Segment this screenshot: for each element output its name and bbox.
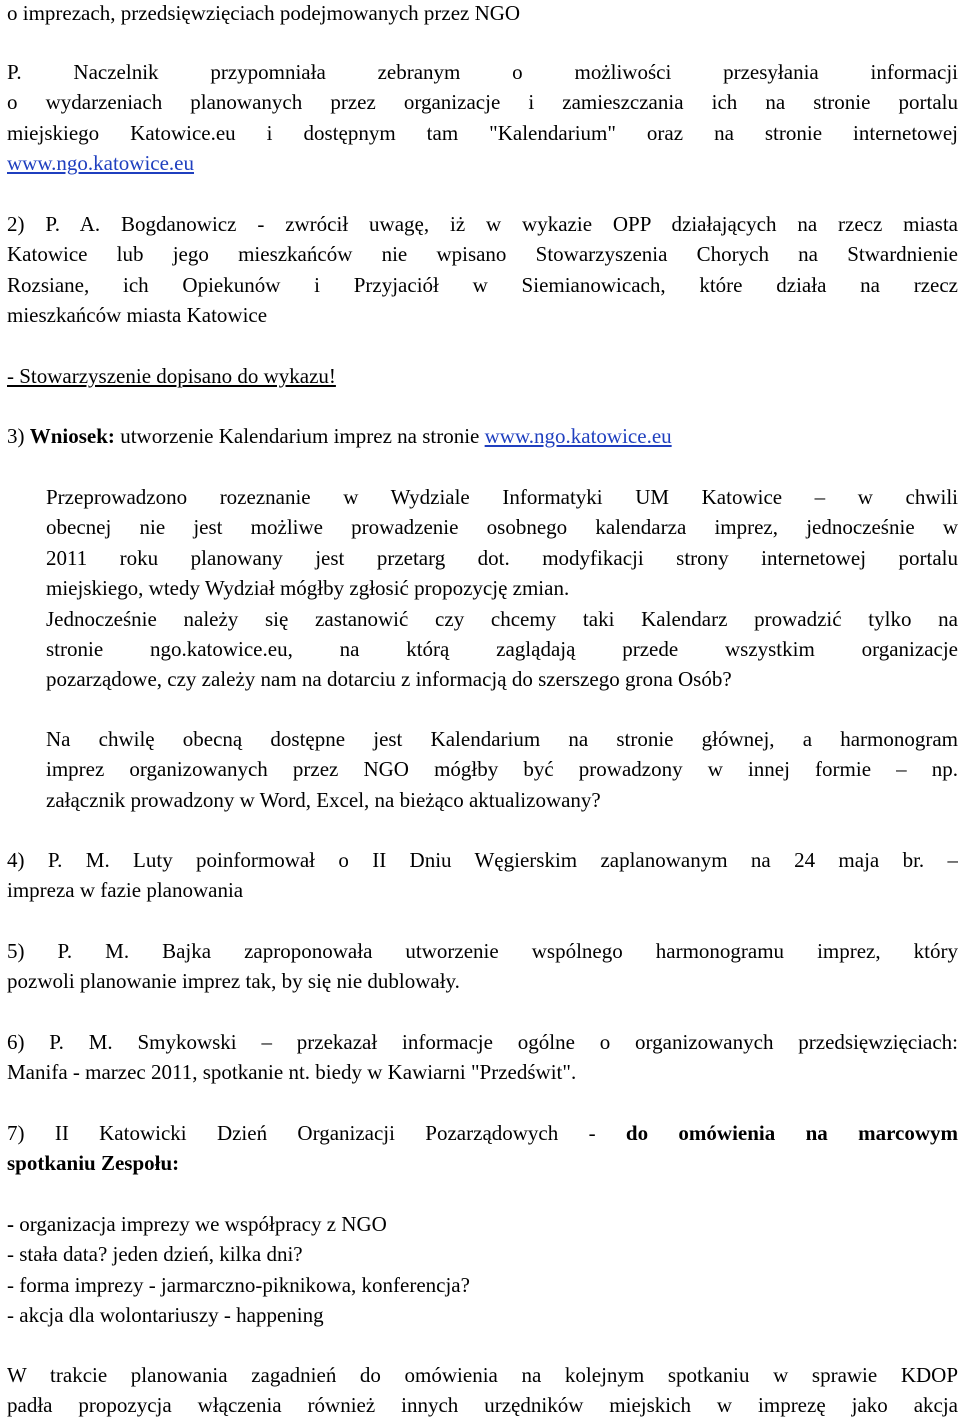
item-5-bajka: 5) P. M. Bajka zaproponowała utworzenie wspólnego harmonogramu imprez, który pozwoli planowanie imprez tak, by się nie dublowały. bbox=[7, 939, 958, 994]
item-number: 3) bbox=[7, 424, 30, 448]
paragraph-bogdanowicz: 2) P. A. Bogdanowicz - zwrócił uwagę, iż w wykazie OPP działających na rzecz miasta Katowice lub jego mieszkańców nie wpisano Stowarzyszenia Chorych na Stwardnienie Rozsiane, ich Opiekunów i Przyjaciół w Siemianowicach, które działa na rzecz mieszkańców miasta Katowice bbox=[7, 212, 958, 328]
paragraph-kdop: W trakcie planowania zagadnień do omówienia na kolejnym spotkaniu w sprawie KDOP padła propozycja włączenia również innych urzędników miejskich w imprezę jako akcja bbox=[7, 1363, 958, 1418]
item-3-wniosek: 3) Wniosek: utworzenie Kalendarium imprez na stronie www.ngo.katowice.eu bbox=[7, 424, 672, 448]
list-item: - stała data? jeden dzień, kilka dni? bbox=[7, 1242, 303, 1267]
paragraph-naczelnik: P. Naczelnik przypomniała zebranym o możliwości przesyłania informacji o wydarzeniach planowanych przez organizacje i zamieszczania ich na stronie portalu miejskiego Katowice.eu i dostępnym tam "Kalendarium" oraz na stronie internetowej www.ngo.katowice.eu bbox=[7, 60, 958, 176]
item-7-dzien-ngo: 7) II Katowicki Dzień Organizacji Pozarządowych - do omówienia na marcowym spotkaniu Zespołu: bbox=[7, 1121, 958, 1176]
note-stowarzyszenie: - Stowarzyszenie dopisano do wykazu! bbox=[7, 364, 336, 388]
paragraph-kalendarium: Na chwilę obecną dostępne jest Kalendarium na stronie głównej, a harmonogram imprez organizowanych przez NGO mógłby być prowadzony w innej formie – np. załącznik prowadzony w Word, Excel, na bieżąco aktualizowany? bbox=[46, 727, 958, 812]
topics-list bbox=[7, 1209, 958, 1331]
item-6-smykowski: 6) P. M. Smykowski – przekazał informacje ogólne o organizowanych przedsięwzięciach: Manifa - marzec 2011, spotkanie nt. biedy w Kawiarni "Przedświt". bbox=[7, 1030, 958, 1085]
top-line: o imprezach, przedsięwzięciach podejmowanych przez NGO bbox=[7, 1, 521, 25]
ngo-katowice-link-2[interactable]: www.ngo.katowice.eu bbox=[484, 424, 672, 448]
paragraph-rozeznanie: Przeprowadzono rozeznanie w Wydziale Informatyki UM Katowice – w chwili obecnej nie jest możliwe prowadzenie osobnego kalendarza imprez, jednocześnie w 2011 roku planowany jest przetarg dot. modyfikacji strony internetowej portalu miejskiego, wtedy Wydział mógłby zgłosić propozycję zmian. Jednocześnie należy się zastanowić czy chcemy taki Kalendarz prowadzić tylko na stronie ngo.katowice.eu, na którą zaglądają przede wszystkim organizacje pozarządowe, czy zależy nam na dotarciu z informacją do szerszego grona Osób? bbox=[46, 485, 958, 692]
list-item: - akcja dla wolontariuszy - happening bbox=[7, 1303, 324, 1328]
list-item: - organizacja imprezy we współpracy z NGO bbox=[7, 1212, 387, 1236]
wniosek-label: Wniosek: bbox=[29, 424, 115, 448]
list-item: - forma imprezy - jarmarczno-piknikowa, konferencja? bbox=[7, 1272, 470, 1297]
ngo-katowice-link[interactable]: www.ngo.katowice.eu bbox=[7, 151, 195, 176]
item-4-luty: 4) P. M. Luty poinformował o II Dniu Węgierskim zaplanowanym na 24 maja br. – impreza w fazie planowania bbox=[7, 848, 958, 903]
